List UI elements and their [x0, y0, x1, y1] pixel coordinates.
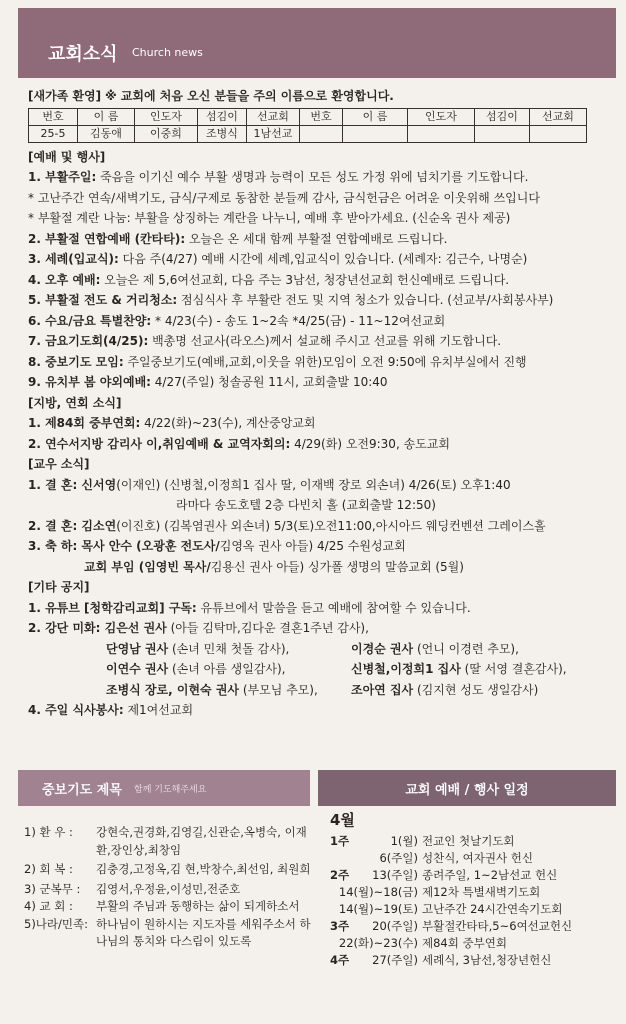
bottom-panels: [18, 770, 616, 1016]
list-item: * 부활절 계란 나눔: 부활을 상징하는 계란을 나누니, 예배 후 받아가세요. (신순옥 권사 제공): [28, 211, 511, 225]
table-header-cell: 섬김이: [198, 108, 247, 125]
list-item: 3. 세례(입교식): 다음 주(4/27) 예배 시간에 세례,입교식이 있습니다. (세례자: 김근수, 나명순): [28, 252, 528, 266]
list-item: 3. 축 하: 목사 안수 (오광훈 전도사/김영옥 권사 아들) 4/25 수원성교회: [28, 539, 406, 553]
table-cell: [408, 125, 475, 142]
list-item: 4. 오후 예배: 오늘은 제 5,6여선교회, 다음 주는 3남선, 청장년선교회 헌신예배로 드립니다.: [28, 272, 510, 287]
list-item: 2. 부활절 연합예배 (칸타타): 오늘은 온 세대 함께 부활절 연합예배로 드립니다.: [28, 231, 448, 246]
table-header-cell: 섬김이: [475, 108, 530, 125]
table-cell: [343, 125, 408, 142]
list-item: 1) 환 우 : 강현숙,권경화,김영길,신관순,옥병숙, 이재환,장인상,최창임: [24, 825, 307, 857]
page-subtitle: Church news: [132, 46, 203, 59]
table-header-cell: 번호: [300, 108, 343, 125]
schedule-list: [330, 812, 616, 969]
section-title: [새가족 환영]: [28, 89, 102, 103]
list-item: 3) 군복무 : 김영서,우정윤,이성민,전준호: [24, 881, 241, 896]
list-item: 9. 유치부 봄 야외예배: 4/27(주일) 청솔공원 11시, 교회출발 10:40: [28, 375, 388, 389]
table-cell: [530, 125, 587, 142]
table-header-cell: 인도자: [408, 108, 475, 125]
table-cell: 1남선교: [247, 125, 300, 142]
other-heading: [기타 공지]: [28, 580, 90, 594]
table-cell: 김동애: [78, 125, 135, 142]
list-item: 교회 부임 (임영빈 목사/김용신 권사 아들) 싱가폴 생명의 말씀교회 (5월): [84, 559, 464, 574]
news-body: [28, 86, 608, 721]
table-header-cell: 번호: [29, 108, 78, 125]
table-cell: 조병식: [198, 125, 247, 142]
table-row: 2주 13(주일) 종려주일, 1~2남선교 헌신: [330, 868, 558, 882]
table-cell: [475, 125, 530, 142]
table-row: 14(월)~18(금) 제12차 특별새벽기도회: [338, 885, 541, 899]
list-item: 4) 교 회 : 부활의 주님과 동행하는 삶이 되게하소서: [24, 899, 300, 913]
table-header-cell: 인도자: [135, 108, 198, 125]
list-item: 4. 주일 식사봉사: 제1여선교회: [28, 703, 194, 717]
prayer-list: [24, 824, 314, 951]
table-row: 14(월)~19(토) 고난주간 24시간연속기도회: [338, 902, 563, 916]
prayer-subtitle: 함께 기도해주세요: [134, 785, 207, 795]
events-heading: [예배 및 행사]: [28, 149, 106, 164]
list-item: 1. 제84회 중부연회: 4/22(화)~23(수), 계산중앙교회: [28, 416, 316, 430]
list-item: 단영남 권사 (손녀 민채 첫돌 감사), 이경순 권사 (언니 이경련 추모),: [106, 641, 519, 656]
prayer-header: [18, 770, 310, 806]
table-header-cell: 선교회: [530, 108, 587, 125]
list-item: 1. 유튜브 [청학감리교회] 구독: 유튜브에서 말씀을 듣고 예배에 참여할 수 있습니다.: [28, 600, 471, 615]
list-item: * 고난주간 연속/새벽기도, 금식/구제로 동참한 분들께 감사, 금식헌금은 어려운 이웃위해 쓰입니다: [28, 190, 540, 205]
table-header-cell: 이 름: [343, 108, 408, 125]
list-item: 5)나라/민족: 하나님이 원하시는 지도자를 세워주소서 하나님의 통치와 다스림이 있도록: [24, 916, 311, 948]
table-row: 4주 27(주일) 세례식, 3남선,청장년헌신: [330, 953, 552, 967]
table-header-row: [29, 108, 587, 125]
newcomer-heading: [28, 86, 608, 107]
district-heading: [지방, 연회 소식]: [28, 395, 122, 410]
list-item: 1. 부활주일: 죽음을 이기신 예수 부활 생명과 능력이 모든 성도 가정 위에 넘치기를 기도합니다.: [28, 170, 529, 184]
list-item: 2. 결 혼: 김소연(이진호) (김복염권사 외손녀) 5/3(토)오전11:00,아시아드 웨딩컨벤션 그레이스홀: [28, 518, 546, 533]
table-row: 1주 1(월) 전교인 첫날기도회: [330, 834, 515, 848]
table-row: 3주 20(주일) 부활절칸타타,5~6여선교헌신: [330, 919, 573, 933]
schedule-header: [318, 770, 616, 806]
members-heading: [교우 소식]: [28, 457, 90, 471]
table-row: [29, 125, 587, 142]
newcomer-table: [28, 108, 587, 143]
table-row: 22(화)~23(수) 제84회 중부연회: [338, 936, 507, 950]
list-item: 1. 결 혼: 신서영(이재인) (신병철,이정희1 집사 딸, 이재백 장로 외손녀) 4/26(토) 오후1:40: [28, 477, 511, 492]
table-cell: 이중희: [135, 125, 198, 142]
table-row: 6(주일) 성찬식, 여자권사 헌신: [379, 851, 533, 865]
schedule-title: 교회 예배 / 행사 일정: [405, 783, 529, 798]
table-cell: [300, 125, 343, 142]
table-header-cell: 선교회: [247, 108, 300, 125]
table-header-cell: 이 름: [78, 108, 135, 125]
prayer-title: 중보기도 제목: [42, 783, 122, 798]
list-item: 2. 연수서지방 감리사 이,취임예배 & 교역자회의: 4/29(화) 오전9:30, 송도교회: [28, 436, 450, 451]
list-item: 6. 수요/금요 특별찬양: * 4/23(수) - 송도 1~2속 *4/25(금) - 11~12여선교회: [28, 313, 446, 328]
list-item: 조병식 장로, 이현숙 권사 (부모님 추모), 조아연 집사 (김지현 성도 생일감사): [106, 682, 539, 697]
schedule-month: 4월: [330, 811, 355, 829]
list-item: 라마다 송도호텔 2층 다빈치 홀 (교회출발 12:50): [176, 498, 436, 512]
page-title: 교회소식: [48, 44, 118, 65]
newcomer-note: ※ 교회에 처음 오신 분들을 주의 이름으로 환영합니다.: [104, 89, 394, 103]
list-item: 7. 금요기도회(4/25): 백총명 선교사(라오스)께서 설교해 주시고 선교를 위해 기도합니다.: [28, 334, 502, 348]
table-cell: 25-5: [29, 125, 78, 142]
list-item: 2. 강단 미화: 김은선 권사 (아들 김탁마,김다운 결혼1주년 감사),: [28, 621, 369, 635]
list-item: 5. 부활절 전도 & 거리청소: 점심식사 후 부활란 전도 및 지역 청소가 있습니다. (선교부/사회봉사부): [28, 293, 554, 307]
list-item: 2) 회 복 : 김충경,고정옥,김 현,박창수,최선임, 최원희: [24, 862, 311, 876]
list-item: 이연수 권사 (손녀 아름 생일감사), 신병철,이정희1 집사 (딸 서영 결혼감사),: [106, 662, 567, 676]
list-item: 8. 중보기도 모임: 주일중보기도(예배,교회,이웃을 위한)모임이 오전 9:50에 유치부실에서 진행: [28, 354, 527, 369]
